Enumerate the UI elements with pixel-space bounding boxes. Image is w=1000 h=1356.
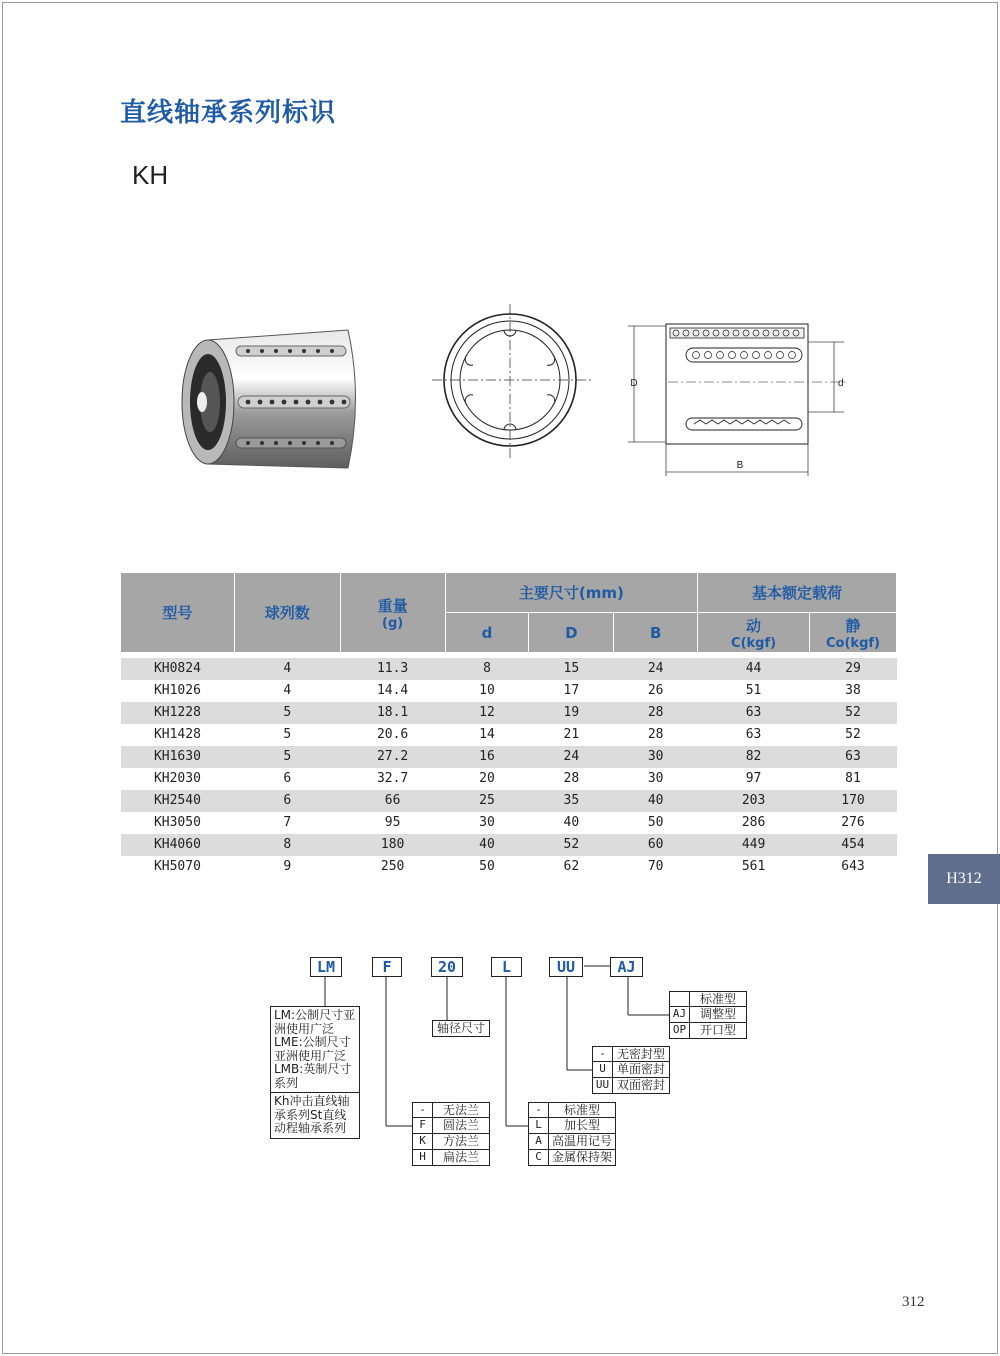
- table-cell-model: KH1026: [153, 683, 201, 698]
- option-label: 无法兰: [442, 1103, 479, 1117]
- table-cell-weight: 27.2: [340, 746, 445, 768]
- table-cell-d: 10: [479, 683, 495, 698]
- option-code: [670, 992, 690, 1006]
- option-code: K: [413, 1134, 433, 1149]
- table-cell-co: 454: [810, 834, 897, 856]
- option-row: [669, 991, 747, 1007]
- table-cell-rows: 5: [234, 702, 340, 724]
- page-title: 直线轴承系列标识: [120, 98, 337, 128]
- table-cell-co: 643: [841, 859, 865, 874]
- code-box-seal: UU: [549, 957, 583, 977]
- table-cell-model: KH3050: [153, 815, 201, 830]
- code-box-flange: F: [372, 957, 402, 977]
- table-cell-c: 44: [698, 658, 810, 680]
- table-cell-co: 29: [810, 658, 897, 680]
- option-label: 单面密封: [616, 1062, 665, 1076]
- table-cell-B: 28: [614, 702, 698, 724]
- table-cell-c: 63: [698, 702, 810, 724]
- option-label: 标准型: [699, 992, 736, 1006]
- header-rated-load: 基本额定载荷: [698, 573, 897, 613]
- table-cell-D: 35: [529, 790, 614, 812]
- header-static-label: 静: [845, 616, 861, 635]
- series-description-box: [270, 1006, 360, 1139]
- table-cell-c: 286: [741, 815, 766, 830]
- table-cell-weight: 14.4: [376, 683, 409, 698]
- table-cell-rows: 6: [283, 771, 292, 786]
- option-row: [528, 1102, 616, 1118]
- header-model: 型号: [121, 573, 235, 653]
- option-label: 调整型: [699, 1007, 736, 1021]
- table-cell-model: KH1630: [121, 746, 235, 768]
- option-row: [528, 1150, 616, 1166]
- option-row: [669, 1007, 747, 1023]
- table-cell-c: 82: [698, 746, 810, 768]
- option-code: AJ: [670, 1007, 690, 1022]
- option-row: [412, 1102, 490, 1118]
- table-cell-D: 52: [529, 834, 614, 856]
- table-cell-model: KH1428: [153, 727, 201, 742]
- table-cell-d: 30: [479, 815, 495, 830]
- option-label: 无密封型: [616, 1047, 665, 1061]
- option-code: L: [529, 1118, 549, 1133]
- option-row: [592, 1062, 670, 1078]
- table-cell-rows: 5: [283, 727, 292, 742]
- table-cell-rows: 4: [283, 683, 292, 698]
- option-code: -: [413, 1103, 433, 1117]
- option-code: -: [593, 1047, 613, 1061]
- table-cell-D: 21: [563, 727, 580, 742]
- option-label: 扁法兰: [442, 1150, 479, 1164]
- option-row: [412, 1118, 490, 1134]
- option-label: 金属保持架: [551, 1150, 612, 1164]
- header-ball-rows: 球列数: [234, 573, 340, 653]
- code-box-shaft: 20: [431, 957, 463, 977]
- table-cell-rows: 6: [234, 790, 340, 812]
- label-B: B: [736, 460, 744, 471]
- option-label: 圆法兰: [442, 1118, 479, 1132]
- adjust-options: [669, 991, 747, 1039]
- table-cell-d: 8: [445, 658, 529, 680]
- option-row: [669, 1023, 747, 1039]
- header-D: D: [529, 613, 614, 653]
- table-cell-B: 26: [647, 683, 664, 698]
- table-cell-rows: 9: [283, 859, 292, 874]
- option-row: [528, 1134, 616, 1150]
- option-code: UU: [593, 1078, 613, 1093]
- seal-options: [592, 1046, 670, 1094]
- header-B: B: [614, 613, 698, 653]
- table-cell-B: 60: [614, 834, 698, 856]
- table-cell-D: 28: [563, 771, 580, 786]
- table-cell-weight: 18.1: [340, 702, 445, 724]
- option-code: U: [593, 1062, 613, 1077]
- option-row: [592, 1046, 670, 1062]
- header-static-unit: Co(kgf): [826, 635, 880, 651]
- length-options: [528, 1102, 616, 1166]
- option-row: [528, 1118, 616, 1134]
- table-cell-d: 14: [479, 727, 495, 742]
- table-cell-d: 50: [479, 859, 495, 874]
- table-cell-weight: 20.6: [376, 727, 409, 742]
- table-cell-rows: 7: [283, 815, 292, 830]
- table-cell-weight: 66: [340, 790, 445, 812]
- header-dynamic-unit: C(kgf): [731, 635, 777, 651]
- option-code: A: [529, 1134, 549, 1149]
- series-subtitle: KH: [132, 160, 169, 190]
- table-cell-rows: 4: [234, 658, 340, 680]
- option-label: 双面密封: [616, 1078, 665, 1092]
- table-cell-D: 17: [563, 683, 580, 698]
- option-row: [592, 1078, 670, 1094]
- table-cell-weight: 11.3: [340, 658, 445, 680]
- option-label: 加长型: [563, 1118, 600, 1132]
- table-cell-B: 30: [614, 746, 698, 768]
- table-cell-co: 63: [810, 746, 897, 768]
- table-cell-c: 63: [745, 727, 762, 742]
- table-cell-d: 16: [445, 746, 529, 768]
- table-cell-D: 40: [563, 815, 580, 830]
- table-cell-weight: 180: [340, 834, 445, 856]
- header-d: d: [445, 613, 529, 653]
- header-dynamic-label: 动: [746, 616, 762, 635]
- table-cell-c: 449: [698, 834, 810, 856]
- option-label: 标准型: [563, 1103, 600, 1117]
- option-code: F: [413, 1118, 433, 1133]
- table-cell-c: 97: [745, 771, 762, 786]
- table-cell-c: 203: [698, 790, 810, 812]
- option-label: 方法兰: [442, 1134, 479, 1148]
- label-d: d: [838, 378, 844, 389]
- table-cell-B: 70: [647, 859, 664, 874]
- code-box-adjust: AJ: [610, 957, 643, 977]
- option-row: [412, 1134, 490, 1150]
- table-cell-D: 24: [529, 746, 614, 768]
- table-cell-weight: 95: [384, 815, 401, 830]
- table-cell-B: 24: [614, 658, 698, 680]
- table-cell-d: 40: [445, 834, 529, 856]
- option-code: H: [413, 1150, 433, 1165]
- table-cell-D: 19: [529, 702, 614, 724]
- table-cell-B: 28: [647, 727, 664, 742]
- flange-options: [412, 1102, 490, 1166]
- header-weight-label: 重量: [377, 596, 408, 615]
- option-code: -: [529, 1103, 549, 1117]
- option-row: [412, 1150, 490, 1166]
- table-cell-c: 51: [745, 683, 762, 698]
- table-cell-model: KH2030: [153, 771, 201, 786]
- code-box-series: LM: [310, 957, 342, 977]
- table-cell-co: 52: [845, 727, 861, 742]
- table-cell-co: 170: [810, 790, 897, 812]
- code-box-length: L: [491, 957, 522, 977]
- table-cell-model: KH0824: [121, 658, 235, 680]
- option-code: OP: [670, 1023, 690, 1038]
- section-tab: H312: [928, 854, 1000, 904]
- table-cell-rows: 5: [234, 746, 340, 768]
- table-cell-rows: 8: [234, 834, 340, 856]
- table-cell-c: 561: [741, 859, 766, 874]
- page-number: 312: [902, 1294, 925, 1310]
- table-cell-D: 15: [529, 658, 614, 680]
- table-cell-model: KH2540: [121, 790, 235, 812]
- table-cell-d: 20: [479, 771, 495, 786]
- table-cell-B: 40: [614, 790, 698, 812]
- table-cell-weight: 250: [380, 859, 405, 874]
- option-label: 开口型: [699, 1023, 736, 1037]
- table-cell-B: 50: [647, 815, 664, 830]
- shaft-size-label: 轴径尺寸: [432, 1020, 490, 1037]
- header-main-dims: 主要尺寸(mm): [445, 573, 698, 613]
- table-cell-co: 38: [845, 683, 861, 698]
- table-cell-D: 62: [563, 859, 580, 874]
- table-cell-B: 30: [647, 771, 664, 786]
- series-description-special: Kh冲击直线轴承系列St直线动程轴承系列: [271, 1092, 359, 1138]
- table-cell-model: KH5070: [153, 859, 201, 874]
- table-cell-co: 52: [810, 702, 897, 724]
- table-cell-model: KH1228: [121, 702, 235, 724]
- table-cell-weight: 32.7: [376, 771, 409, 786]
- header-weight-unit: (g): [382, 615, 404, 631]
- table-cell-model: KH4060: [121, 834, 235, 856]
- table-cell-d: 25: [445, 790, 529, 812]
- label-D: D: [630, 378, 638, 389]
- option-code: C: [529, 1150, 549, 1165]
- table-cell-co: 81: [845, 771, 861, 786]
- table-cell-co: 276: [841, 815, 865, 830]
- series-description-metric: LM:公制尺寸亚洲使用广泛LME:公制尺寸亚洲使用广泛LMB:英制尺寸系列: [274, 1008, 356, 1090]
- table-cell-d: 12: [445, 702, 529, 724]
- option-label: 高温用记号: [551, 1134, 612, 1148]
